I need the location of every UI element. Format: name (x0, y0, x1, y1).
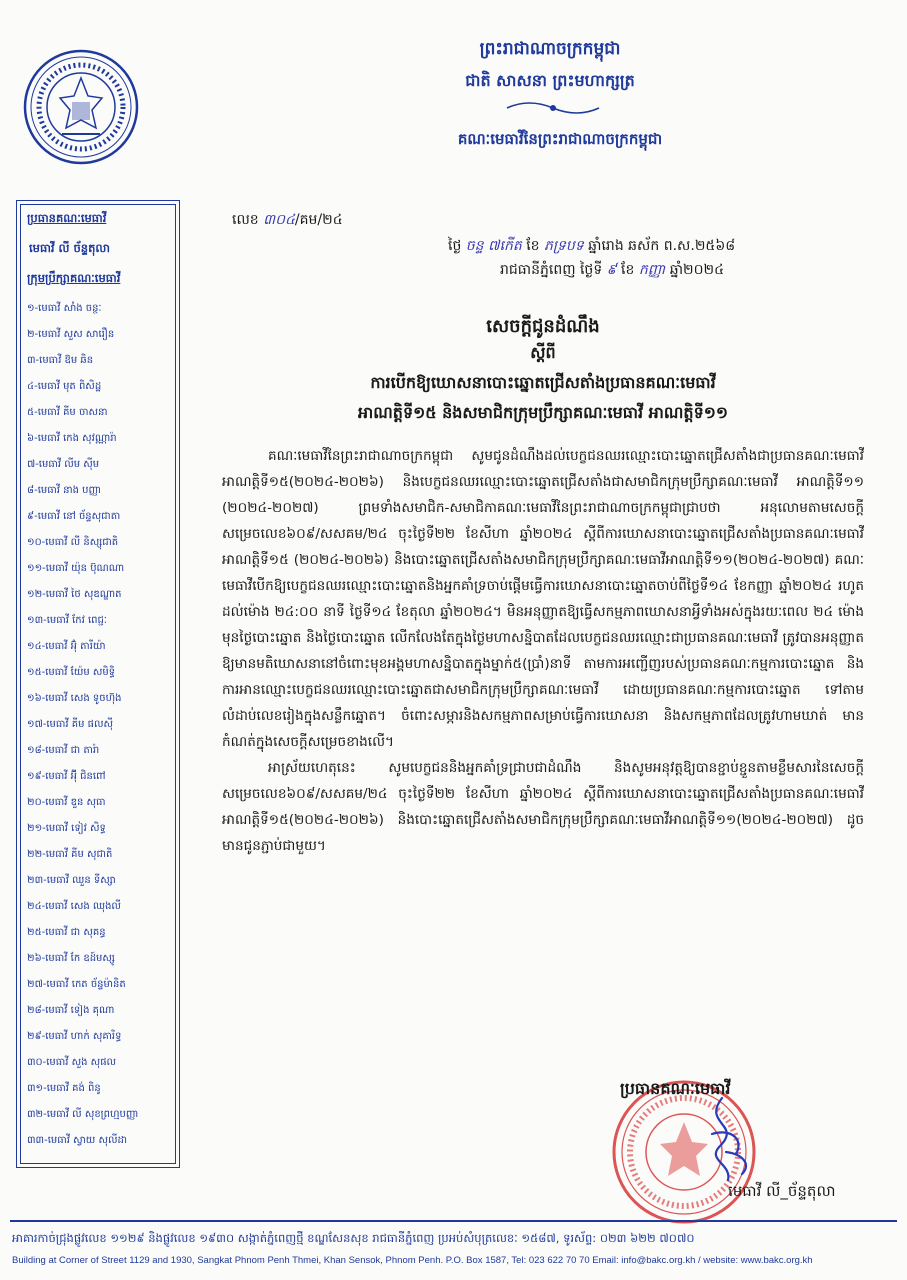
place-label: រាជធានីភ្នំពេញ ថ្ងៃទី (500, 262, 603, 278)
council-member: ២៣-មេធាវី ឈួន ទីស្សា (27, 875, 116, 886)
reference-number (232, 210, 343, 231)
footer-address-khmer: អាគារកាច់ជ្រុងផ្លូវលេខ ១១២៩ និងផ្លូវលេខ ១៩៣០ សង្កាត់ភ្នំពេញថ្មី ខណ្ឌសែនសុខ រាជធានីភ្នំពេញ ប្រអប់សំបុត្រលេខៈ ១៥៨៧, ទូរស័ព្ទ: ០២៣ ៦២២ ៧០៧០ (12, 1231, 695, 1245)
council-member: ២៦-មេធាវី កែ ឧដ៍មស្សូ (27, 953, 115, 964)
solar-date (500, 260, 724, 281)
council-member: ៧-មេធាវី លីម ស៊ីម (27, 459, 100, 470)
council-member: ១៥-មេធាវី យ៉ែម សមិទ្ធិ (27, 667, 116, 678)
council-member: ៨-មេធាវី នាង បញ្ញា (27, 485, 101, 496)
lunar-date (448, 236, 735, 257)
council-roster-sidebar (16, 200, 180, 1168)
document-subject-line1: ការបើកឱ្យឃោសនាបោះឆ្នោតជ្រើសតាំងប្រធានគណៈមេធាវី (370, 373, 716, 392)
council-member: ៣០-មេធាវី សួង សុផល (27, 1057, 117, 1068)
kingdom-title: ព្រះរាជាណាចក្រកម្ពុជា (479, 39, 621, 59)
council-member: ៣-មេធាវី ឱម ឆិន (27, 355, 94, 366)
signer-name: មេធាវី លី_ច័ន្ទតុលា (728, 1182, 836, 1200)
reference-label: លេខ (232, 212, 259, 228)
president-name: មេធាវី លី ច័ន្ទតុលា (29, 241, 111, 255)
date-month-label: ខែ (621, 262, 635, 278)
nation-motto: ជាតិ សាសនា ព្រះមហាក្សត្រ (465, 71, 635, 90)
council-member: ១៣-មេធាវី កែវ ពេជ្ជៈ (27, 615, 107, 626)
body-paragraph-2: អាស្រ័យហេតុនេះ សូមបេក្ខជននិងអ្នកគាំទ្រជ្រាបជាដំណឹង និងសូមអនុវត្តឱ្យបានខ្ជាប់ខ្ជួនតាមខ្លឹមសារនៃសេចក្តីសម្រេចលេខ៦០៩/សសគម/២៤ ចុះថ្ងៃទី២២ ខែសីហា ឆ្នាំ២០២៤ ស្តីពីការឃោសនាបោះឆ្នោតជ្រើសតាំងប្រធានគណៈមេធាវីអាណត្តិទី១៥(២០២៤-២០២៦) និងបោះឆ្នោតជ្រើសតាំងសមាជិកក្រុមប្រឹក្សាគណៈមេធាវីអាណត្តិទី១១(២០២៤-២០២៧) ដូចមានជូនភ្ជាប់ជាមួយ។ (222, 760, 864, 854)
month-handwritten: ភទ្របទ (543, 238, 584, 254)
council-member: ១៤-មេធាវី អ៊ុំ តារីយ៉ា (27, 641, 106, 652)
document-title: សេចក្តីជូនដំណឹង (486, 316, 600, 337)
footer-address-english: Building at Corner of Street 1129 and 1930, Sangkat Phnom Penh Thmei, Khan Sensok, Phnom Penh. P.O. Box 1587, Tel: 023 622 70 70 Email: info@bakc.org.kh / website: www.bakc.org.kh (12, 1255, 813, 1266)
council-member: ១៧-មេធាវី គីម ផលស៊ី (27, 719, 114, 730)
council-member: ២០-មេធាវី ឌួន សុធា (27, 797, 106, 808)
handwritten-signature (692, 1094, 760, 1184)
organization-name: គណៈមេធាវីនៃព្រះរាជាណាចក្រកម្ពុជា (457, 130, 663, 148)
council-member: ១២-មេធាវី ថៃ សុឌណ្ឌាត (27, 589, 122, 600)
footer-divider (10, 1220, 897, 1222)
council-member: ២៧-មេធាវី កេត ច័ន្ទម៉ានិត (27, 979, 126, 990)
day-handwritten: ចន្ទ ៧កើត (465, 238, 522, 254)
council-member: ៣២-មេធាវី លី សុខព្រហ្មបញ្ញា (27, 1109, 139, 1120)
month2-handwritten: កញ្ញា (638, 262, 666, 278)
year-suffix: ឆ្នាំ២០២៤ (669, 262, 725, 278)
month-label: ខែ (526, 238, 540, 254)
council-member: ២២-មេធាវី គីម សុជាតិ (27, 849, 113, 860)
council-member: ៣៣-មេធាវី ស្វាយ សុលីដា (27, 1135, 128, 1146)
council-member: ២៤-មេធាវី សេង ឈុងលី (27, 901, 121, 912)
signer-title: ប្រធានគណៈមេធាវី (620, 1079, 731, 1098)
council-member: ២៨-មេធាវី ទៀង គុណា (27, 1005, 115, 1016)
day-label: ថ្ងៃ (448, 238, 462, 254)
council-member: ១-មេធាវី សាំង ចន្ថៈ (27, 303, 102, 314)
lunar-suffix: ឆ្នាំរោង ឆស័ក ព.ស.២៥៦៨ (588, 238, 736, 254)
header-ornament-divider (505, 98, 601, 118)
body-paragraph-1: គណៈមេធាវីនៃព្រះរាជាណាចក្រកម្ពុជា សូមជូនដំណឹងដល់បេក្ខជនឈរឈ្មោះបោះឆ្នោតជ្រើសតាំងជាប្រធានគណៈមេធាវី អាណត្តិទី១៥(២០២៤-២០២៦) និងបេក្ខជនឈរឈ្មោះបោះឆ្នោតជ្រើសតាំងជាសមាជិកក្រុមប្រឹក្សាគណៈមេធាវី អាណត្តិទី១១ (២០២៤-២០២៧) ព្រមទាំងសមាជិក-សមាជិកាគណៈមេធាវីនៃព្រះរាជាណាចក្រកម្ពុជាជ្រាបថា អនុលោមតាមសេចក្តីសម្រេចលេខ៦០៩/សសគម/២៤ ចុះថ្ងៃទី២២ ខែសីហា ឆ្នាំ២០២៤ ស្តីពីការឃោសនាបោះឆ្នោតជ្រើសតាំងប្រធានគណៈមេធាវីអាណត្តិទី១៥ (២០២៤-២០២៦) និងបោះឆ្នោតជ្រើសតាំងសមាជិកក្រុមប្រឹក្សាគណៈមេធាវីអាណត្តិទី១១(២០២៤-២០២៧) គណៈមេធាវីបើកឱ្យបេក្ខជនឈរឈ្មោះបោះឆ្នោតនិងអ្នកគាំទ្រចាប់ផ្តើមធ្វើការឃោសនាបោះឆ្នោតចាប់ពីថ្ងៃទី១៤ ខែកញ្ញា ឆ្នាំ២០២៤ រហូតដល់ម៉ោង ២៤:០០ នាទី ថ្ងៃទី១៤ ខែតុលា ឆ្នាំ២០២៤។ មិនអនុញ្ញាតឱ្យធ្វើសកម្មភាពឃោសនាអ្វីទាំងអស់ក្នុងរយៈពេល ២៤ ម៉ោងមុនថ្ងៃបោះឆ្នោត និងថ្ងៃបោះឆ្នោត លើកលែងតែក្នុងថ្ងៃមហាសន្និបាតដែលបេក្ខជនឈរឈ្មោះជាប្រធានគណៈមេធាវី ត្រូវបានអនុញ្ញាតឱ្យមានមតិឃោសនានៅចំពោះមុខអង្គមហាសន្និបាតក្នុងម្នាក់៥(ប្រាំ)នាទី តាមការអញ្ជើញរបស់ប្រធានគណៈកម្មការបោះឆ្នោត និងការអានឈ្មោះបេក្ខជនឈរឈ្មោះបោះឆ្នោតជាសមាជិកក្រុមប្រឹក្សាគណៈមេធាវី ដោយប្រធានគណៈកម្មការបោះឆ្នោត ទៅតាមលំដាប់លេខរៀងក្នុងសន្លឹកឆ្នោត។ ចំពោះសម្ភារនិងសកម្មភាពសម្រាប់ធ្វើការឃោសនា និងសកម្មភាពដែលត្រូវហាមឃាត់ មានកំណត់ក្នុងសេចក្តីសម្រេចខាងលើ។ (222, 448, 864, 750)
council-member: ១៦-មេធាវី សេង ទូចហ៊ុង (27, 693, 122, 704)
notice-body (222, 443, 864, 859)
document-subject-line2: អាណត្តិទី១៥ និងសមាជិកក្រុមប្រឹក្សាគណៈមេធាវី អាណត្តិទី១១ (358, 403, 728, 422)
council-member: ៥-មេធាវី គីម ចាសនា (27, 407, 108, 418)
council-heading: ក្រុមប្រឹក្សាគណៈមេធាវី (27, 271, 121, 285)
council-member: ២១-មេធាវី ទៀវ សិទ្ធ (27, 823, 106, 834)
council-member: ១១-មេធាវី យ៉ុន ប៊ុណណា (27, 563, 125, 574)
council-member: ២៥-មេធាវី ជា សុគន្ធ (27, 927, 106, 938)
reference-handwritten: ៣០៤ (263, 212, 295, 228)
council-member: ២៩-មេធាវី ហាក់ សុគារិទ្ធ (27, 1031, 122, 1042)
council-member: ១០-មេធាវី លី និស្សុជាតិ (27, 537, 119, 548)
president-heading: ប្រធានគណៈមេធាវី (27, 211, 107, 225)
reference-suffix: /គម/២៤ (294, 212, 343, 228)
council-member: ១៩-មេធាវី អ៊ុី ជិនពៅ (27, 771, 106, 782)
council-member: ៣១-មេធាវី គង់ ពិនូ (27, 1083, 101, 1094)
council-member: ៩-មេធាវី នៅ ច័ន្ទសុជាតា (27, 511, 121, 522)
document-subtitle-regarding: ស្តីពី (530, 343, 556, 362)
sidebar-inner-border (20, 204, 176, 1164)
council-member: ២-មេធាវី សួស សារឿន (27, 329, 115, 340)
council-member: ៤-មេធាវី មុត ពិសិដ្ឋ (27, 381, 102, 392)
council-member: ៦-មេធាវី កេង សុវណ្ណារ៉ា (27, 433, 117, 444)
council-member: ១៨-មេធាវី ជា តារ៉ា (27, 745, 100, 756)
date-handwritten: ៩ (606, 262, 617, 278)
bar-association-seal-logo (22, 48, 140, 166)
